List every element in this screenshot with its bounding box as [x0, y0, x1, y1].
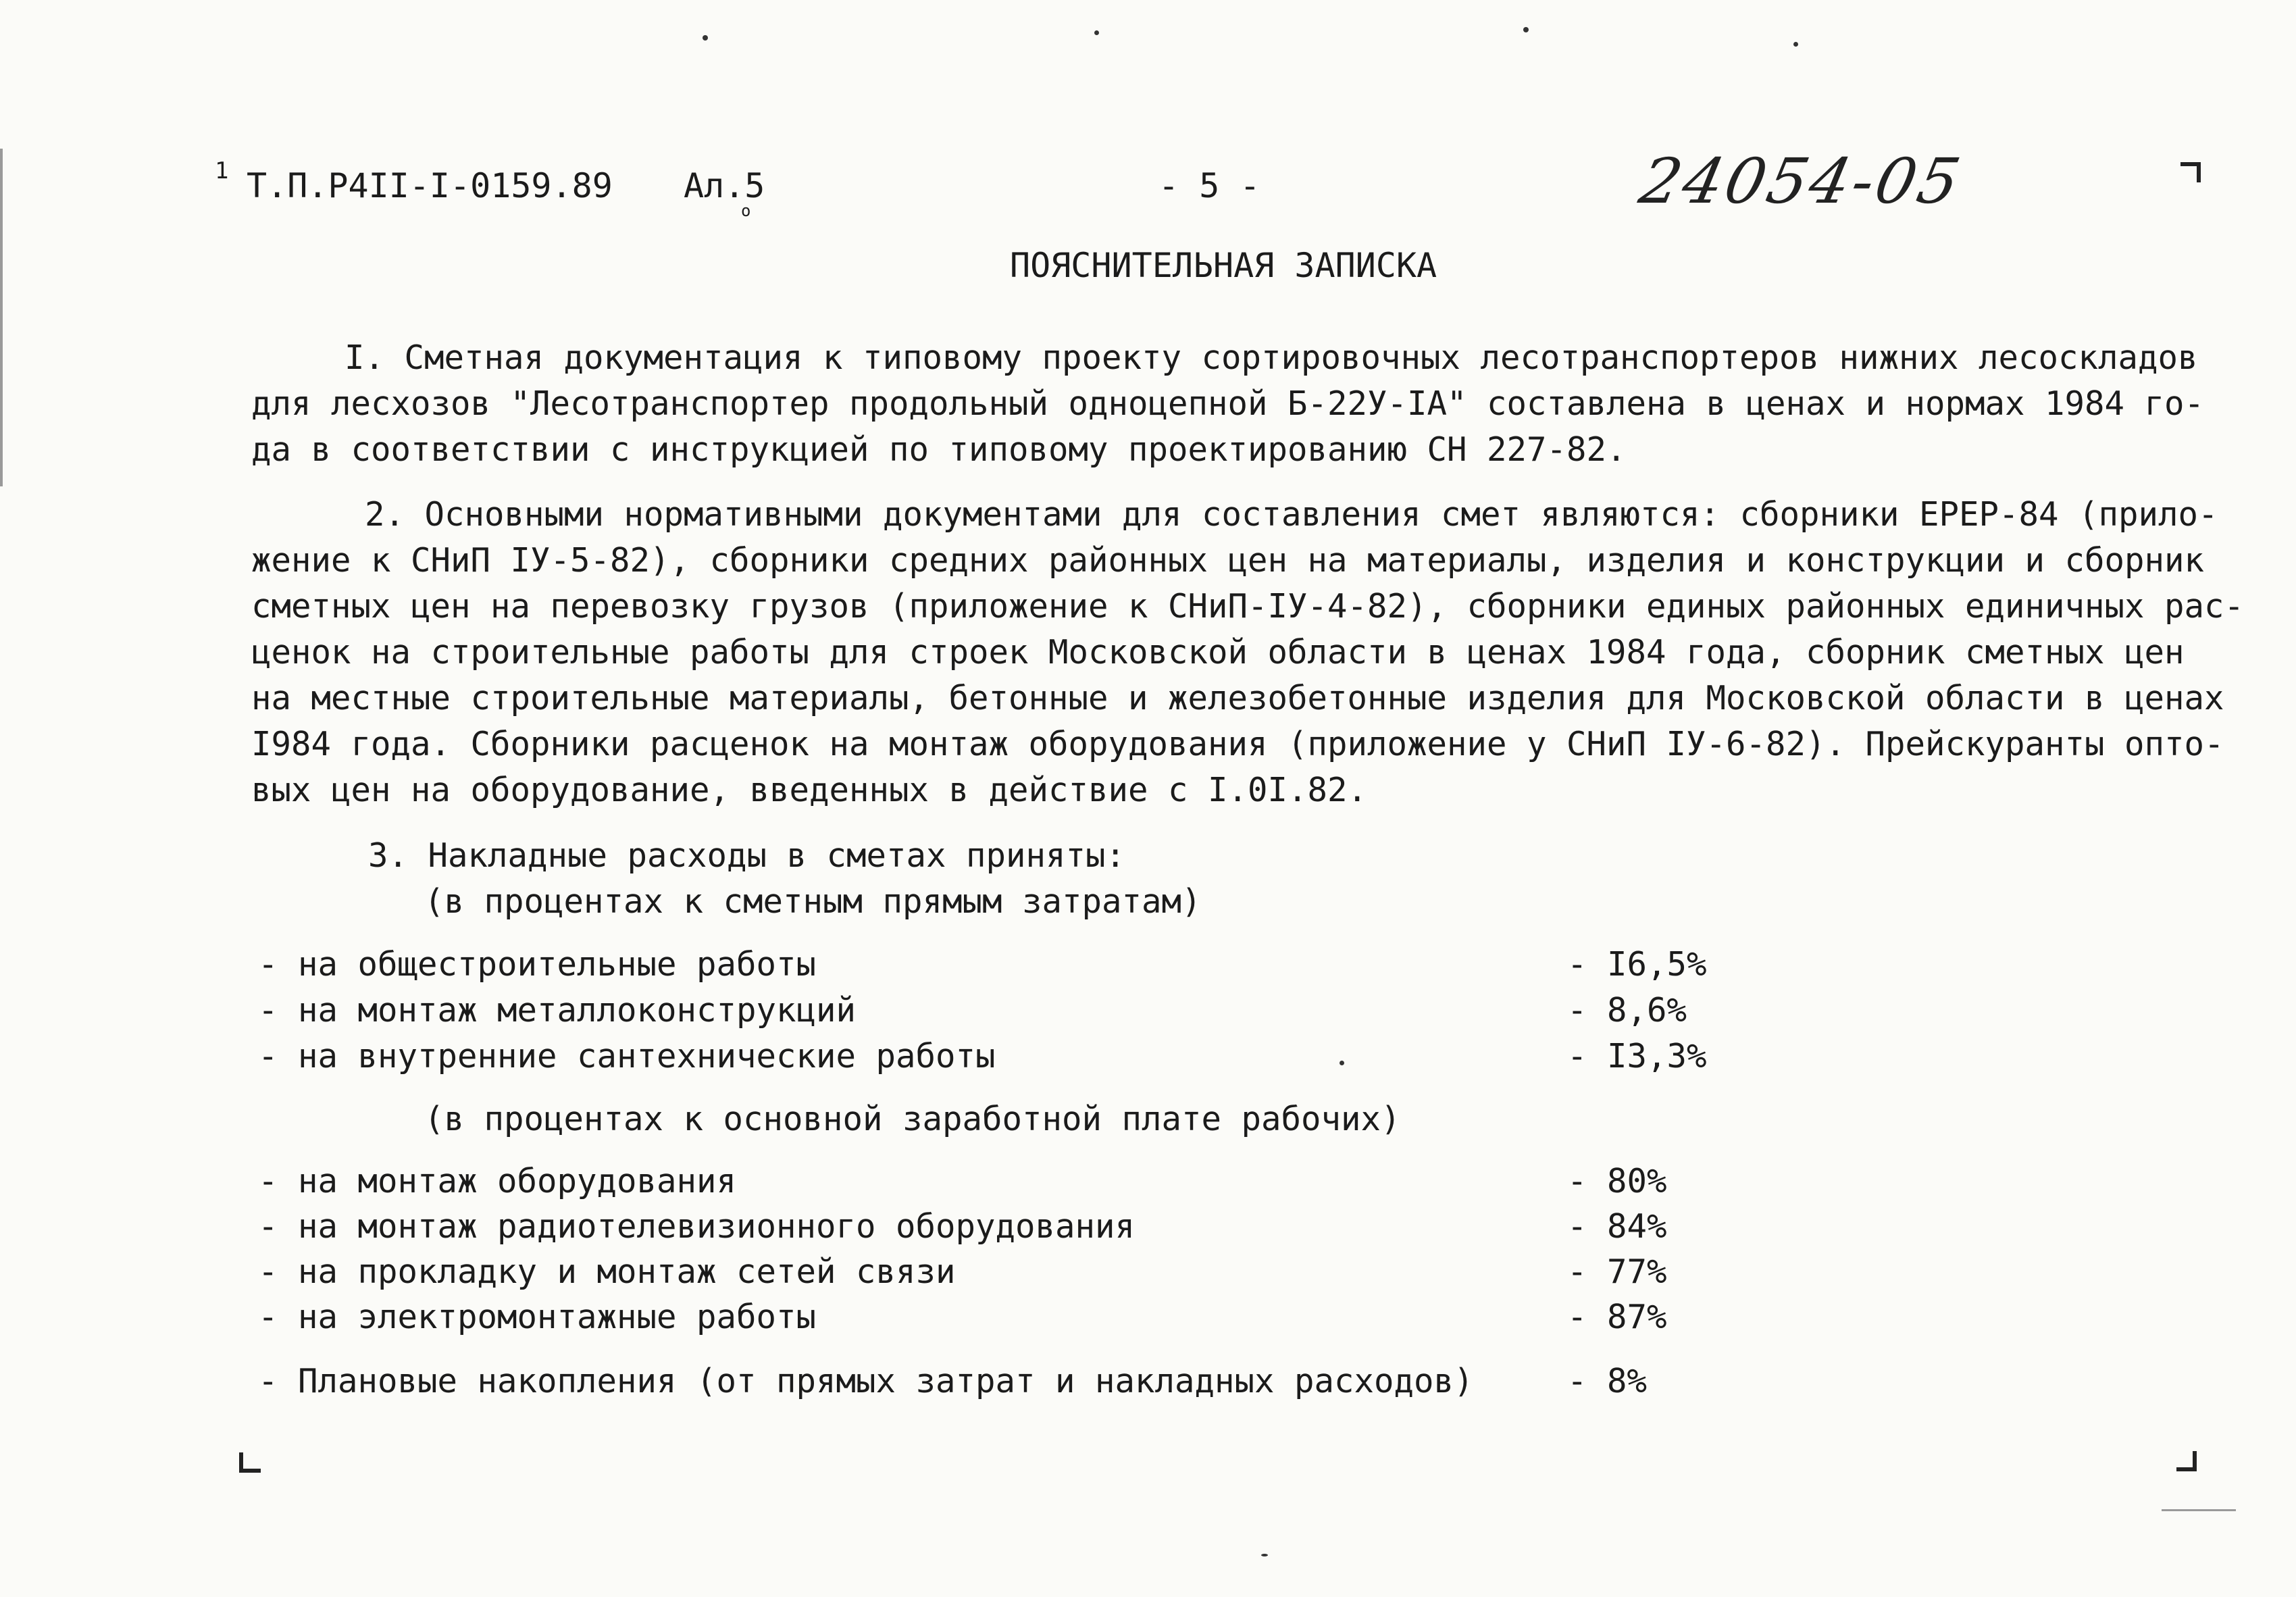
list-item-label: - на электромонтажные работы: [258, 1298, 817, 1336]
scan-speck: [703, 35, 708, 41]
paragraph-line: сметных цен на перевозку грузов (приложение к СНиП-IУ-4-82), сборники единых районных единичных рас-: [251, 587, 2245, 626]
list-item-value: - 87%: [1567, 1298, 1667, 1336]
document-title: ПОЯСНИТЕЛЬНАЯ ЗАПИСКА: [1010, 246, 1437, 285]
list-item-label: - на прокладку и монтаж сетей связи: [258, 1252, 956, 1291]
paragraph-line: для лесхозов "Лесотранспортер продольный одноцепной Б-22У-IА" составлена в ценах и нормах 1984 го-: [251, 384, 2205, 423]
list-item-label: - на монтаж металлоконструкций: [258, 991, 857, 1030]
list-item-label: - на монтаж оборудования: [258, 1162, 737, 1200]
scan-speck: [1793, 42, 1798, 47]
scan-edge-mark: [2162, 1509, 2236, 1511]
paragraph-line: I. Сметная документация к типовому проекту сортировочных лесотранспортеров нижних лесоскладов: [345, 338, 2198, 377]
list-item-value: - 84%: [1567, 1207, 1667, 1246]
album-number: Ал.5: [684, 166, 765, 205]
paragraph-line: жение к СНиП IУ-5-82), сборники средних районных цен на материалы, изделия и конструкции и сборник: [251, 541, 2205, 580]
paragraph-line: 2. Основными нормативными документами для составления смет являются: сборники ЕРЕР-84 (прило-: [365, 495, 2218, 534]
section-3-subheading-direct-costs: (в процентах к сметным прямым затратам): [424, 882, 1202, 921]
page-number: - 5 -: [1158, 166, 1260, 205]
scan-speck: [1261, 1554, 1268, 1556]
paragraph-line: да в соответствии с инструкцией по типовому проектированию СН 227-82.: [251, 430, 1627, 469]
list-item-value: - I6,5%: [1567, 945, 1707, 984]
album-dot: о: [741, 201, 751, 220]
handwritten-archive-number: 24054-05: [1633, 145, 1969, 218]
list-item-label: - на общестроительные работы: [258, 945, 817, 984]
page-mark: 1: [215, 157, 229, 184]
list-item-value: - I3,3%: [1567, 1037, 1707, 1075]
planned-savings-label: - Плановые накопления (от прямых затрат и накладных расходов): [258, 1362, 1474, 1400]
scan-speck: [1340, 1061, 1344, 1065]
paragraph-line: вых цен на оборудование, введенных в действие с I.0I.82.: [251, 771, 1368, 809]
planned-savings-value: - 8%: [1567, 1362, 1648, 1400]
scan-edge-mark: [0, 149, 3, 486]
list-item-value: - 80%: [1567, 1162, 1667, 1200]
section-3-subheading-wages: (в процентах к основной заработной плате рабочих): [424, 1100, 1401, 1138]
list-item-value: - 77%: [1567, 1252, 1667, 1291]
list-item-label: - на внутренние сантехнические работы: [258, 1037, 996, 1075]
section-3-heading: 3. Накладные расходы в сметах приняты:: [368, 836, 1126, 875]
list-item-value: - 8,6%: [1567, 991, 1687, 1030]
scan-speck: [1523, 27, 1529, 32]
paragraph-line: на местные строительные материалы, бетонные и железобетонные изделия для Московской области в ценах: [251, 679, 2224, 717]
list-item-label: - на монтаж радиотелевизионного оборудования: [258, 1207, 1136, 1246]
scan-speck: [1094, 30, 1099, 35]
paragraph-line: I984 года. Сборники расценок на монтаж оборудования (приложение у СНиП IУ-6-82). Прейскуранты опто-: [251, 725, 2224, 763]
paragraph-line: ценок на строительные работы для строек Московской области в ценах 1984 года, сборник сметных цен: [251, 633, 2185, 671]
document-code: Т.П.Р4II-I-0159.89: [247, 166, 613, 205]
